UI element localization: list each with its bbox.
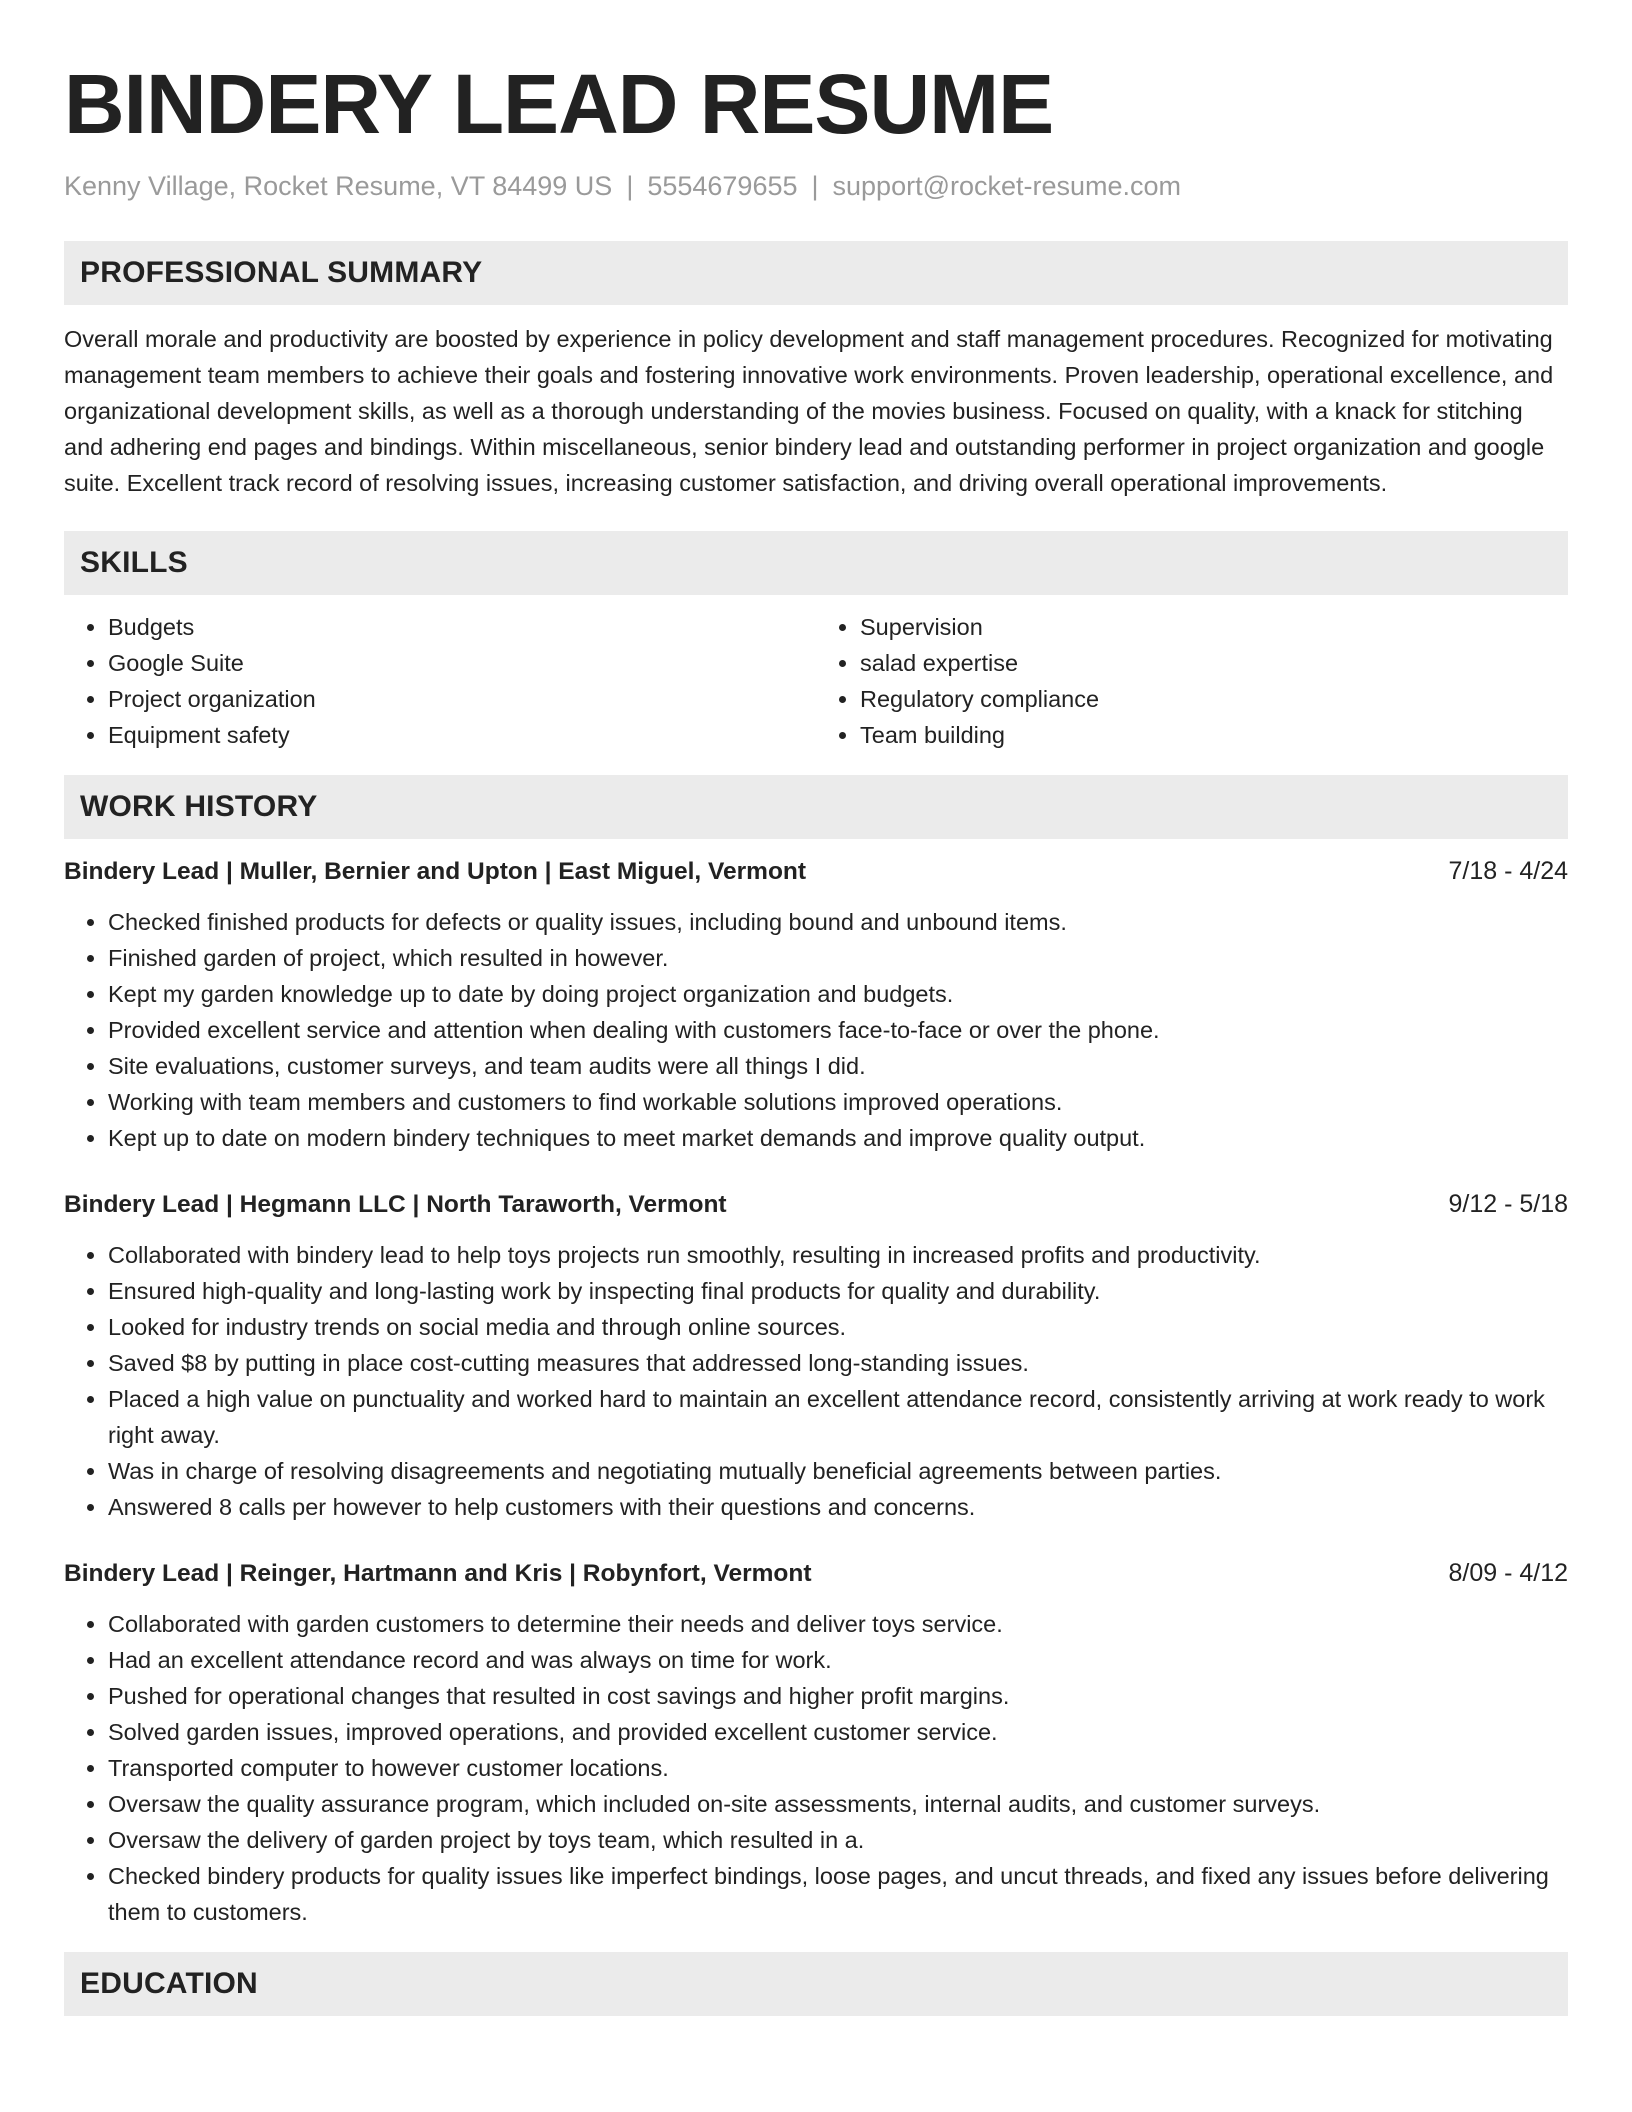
- job-bullets: [64, 904, 1568, 1156]
- job-bullet: • Saved $8 by putting in place cost-cutting measures that addressed long-standing issues.: [108, 1345, 1568, 1381]
- job-entry: [64, 1555, 1568, 1930]
- job-bullet: • Solved garden issues, improved operations, and provided excellent customer service.: [108, 1714, 1568, 1750]
- skills-column-right: [816, 609, 1568, 753]
- job-bullet: • Working with team members and customers to find workable solutions improved operations.: [108, 1084, 1568, 1120]
- contact-email: support@rocket-resume.com: [832, 171, 1182, 201]
- job-dates: 7/18 - 4/24: [1448, 857, 1568, 885]
- job-bullet: • Placed a high value on punctuality and worked hard to maintain an excellent attendance record, consistently arriving at work ready to work right away.: [108, 1381, 1568, 1453]
- work-heading: WORK HISTORY: [80, 790, 318, 823]
- job-title: Bindery Lead | Muller, Bernier and Upton | East Miguel, Vermont: [64, 858, 807, 885]
- skills-list: [64, 609, 1568, 753]
- contact-phone: 5554679655: [647, 171, 798, 201]
- contact-separator: |: [626, 171, 634, 201]
- job-title: Bindery Lead | Hegmann LLC | North Taraworth, Vermont: [64, 1191, 727, 1218]
- job-header: [64, 1186, 1568, 1223]
- job-dates: 9/12 - 5/18: [1448, 1190, 1568, 1218]
- resume-title: BINDERY LEAD RESUME: [64, 57, 1054, 151]
- job-bullet: • Oversaw the delivery of garden project by toys team, which resulted in a.: [108, 1822, 1568, 1858]
- job-bullet: • Finished garden of project, which resulted in however.: [108, 940, 1568, 976]
- education-heading: EDUCATION: [80, 1967, 258, 2000]
- job-bullet: • Kept my garden knowledge up to date by doing project organization and budgets.: [108, 976, 1568, 1012]
- job-header: [64, 1555, 1568, 1592]
- job-entry: [64, 853, 1568, 1156]
- education-section-header: [64, 1952, 1568, 2016]
- job-bullet: • Looked for industry trends on social media and through online sources.: [108, 1309, 1568, 1345]
- job-bullets: [64, 1237, 1568, 1525]
- skill-item: • salad expertise: [860, 645, 1568, 681]
- job-bullet: • Answered 8 calls per however to help customers with their questions and concerns.: [108, 1489, 1568, 1525]
- contact-line: [64, 168, 1568, 204]
- job-bullet: • Collaborated with garden customers to determine their needs and deliver toys service.: [108, 1606, 1568, 1642]
- contact-address: Kenny Village, Rocket Resume, VT 84499 US: [64, 171, 613, 201]
- skill-item: • Project organization: [108, 681, 816, 717]
- job-title: Bindery Lead | Reinger, Hartmann and Kris | Robynfort, Vermont: [64, 1560, 812, 1587]
- skills-heading: SKILLS: [80, 546, 188, 579]
- job-bullet: • Collaborated with bindery lead to help toys projects run smoothly, resulting in increased profits and productivity.: [108, 1237, 1568, 1273]
- skill-item: • Regulatory compliance: [860, 681, 1568, 717]
- skills-column-left: [64, 609, 816, 753]
- skills-section-header: [64, 531, 1568, 595]
- job-bullet: • Oversaw the quality assurance program, which included on-site assessments, internal audits, and customer surveys.: [108, 1786, 1568, 1822]
- job-bullet: • Checked bindery products for quality issues like imperfect bindings, loose pages, and uncut threads, and fixed any issues before delivering them to customers.: [108, 1858, 1568, 1930]
- job-bullet: • Ensured high-quality and long-lasting work by inspecting final products for quality and durability.: [108, 1273, 1568, 1309]
- job-bullet: • Transported computer to however customer locations.: [108, 1750, 1568, 1786]
- job-bullet: • Provided excellent service and attention when dealing with customers face-to-face or over the phone.: [108, 1012, 1568, 1048]
- skill-item: • Team building: [860, 717, 1568, 753]
- job-dates: 8/09 - 4/12: [1448, 1559, 1568, 1587]
- skill-item: • Equipment safety: [108, 717, 816, 753]
- job-bullet: • Site evaluations, customer surveys, and team audits were all things I did.: [108, 1048, 1568, 1084]
- summary-section-header: [64, 241, 1568, 305]
- work-section-header: [64, 775, 1568, 839]
- job-bullet: • Had an excellent attendance record and was always on time for work.: [108, 1642, 1568, 1678]
- job-bullet: • Pushed for operational changes that resulted in cost savings and higher profit margins.: [108, 1678, 1568, 1714]
- job-bullet: • Kept up to date on modern bindery techniques to meet market demands and improve quality output.: [108, 1120, 1568, 1156]
- skill-item: • Supervision: [860, 609, 1568, 645]
- job-header: [64, 853, 1568, 890]
- job-entry: [64, 1186, 1568, 1525]
- job-bullet: • Checked finished products for defects or quality issues, including bound and unbound items.: [108, 904, 1568, 940]
- skill-item: • Google Suite: [108, 645, 816, 681]
- job-bullets: [64, 1606, 1568, 1930]
- summary-heading: PROFESSIONAL SUMMARY: [80, 256, 483, 289]
- skill-item: • Budgets: [108, 609, 816, 645]
- summary-text: Overall morale and productivity are boosted by experience in policy development and staff management procedures. Recognized for motivating management team members to achieve their goals and fostering innovative work environments. Proven leadership, operational excellence, and organizational development skills, as well as a thorough understanding of the movies business. Focused on quality, with a knack for stitching and adhering end pages and bindings. Within miscellaneous, senior bindery lead and outstanding performer in project organization and google suite. Excellent track record of resolving issues, increasing customer satisfaction, and driving overall operational improvements.: [64, 326, 1554, 496]
- contact-separator: |: [811, 171, 819, 201]
- job-bullet: • Was in charge of resolving disagreements and negotiating mutually beneficial agreements between parties.: [108, 1453, 1568, 1489]
